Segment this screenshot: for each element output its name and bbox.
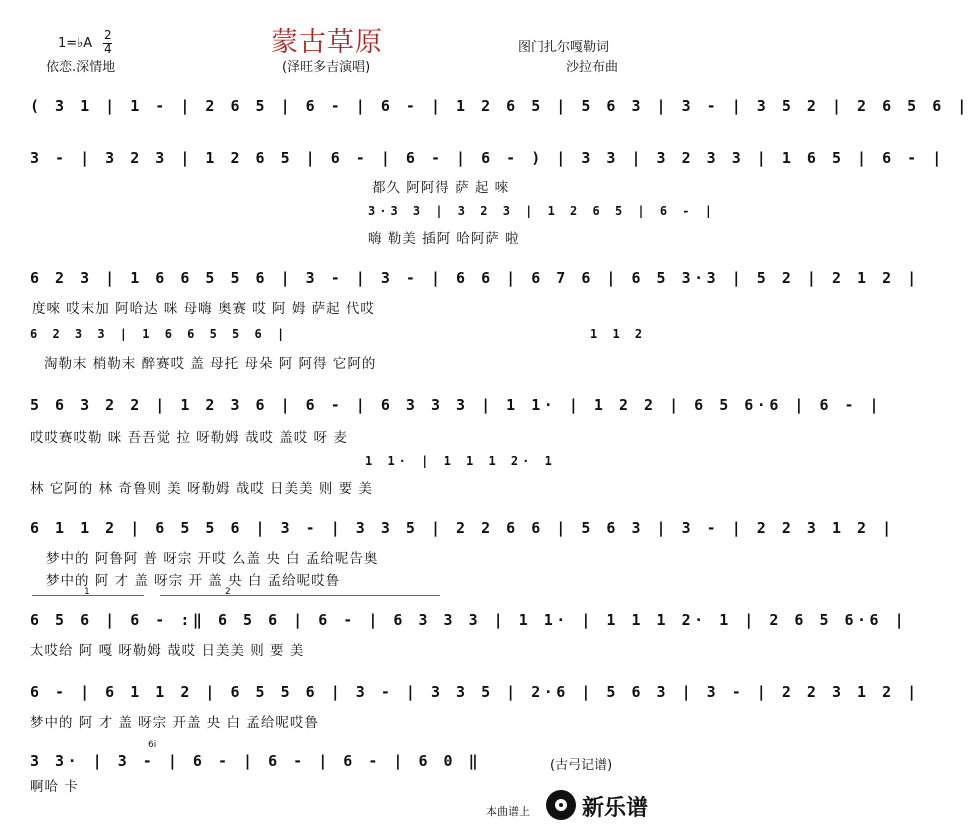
lyrics-row-5-verse-1: 梦中的 阿鲁阿 普 呀宗 开哎 么盖 央 白 孟给呢告奥 (46, 551, 379, 567)
transcriber-note: (古弓记谱) (550, 758, 613, 773)
lyrics-row-6: 太哎给 阿 嘎 呀勒姆 哉哎 日美美 则 要 美 (30, 643, 305, 659)
site-brand[interactable]: 新乐谱 (582, 796, 649, 821)
music-disc-icon (546, 790, 576, 820)
lyricist-credit: 图门扎尔嘎勒词 (518, 40, 610, 55)
lyrics-row-2-verse-2: 嗨 勒美 插阿 哈阿萨 啦 (368, 231, 520, 247)
lyrics-row-8: 啊哈 卡 (30, 779, 79, 795)
notation-row-1: ( 3 1 | 1 - | 2 6 5 | 6 - | 6 - | 1 2 6 5 | 5 6 3 | 3 - | 3 5 2 | 2 6 5 6 | (30, 97, 970, 115)
song-title: 蒙古草原 (271, 27, 383, 58)
notation-row-6: 6 5 6 | 6 - :‖ 6 5 6 | 6 - | 6 3 3 3 | 1 1· | 1 1 1 2· 1 | 2 6 5 6·6 | (30, 611, 908, 629)
lyrics-row-2-verse-1: 都久 阿阿得 萨 起 唻 (372, 180, 510, 196)
notation-row-7: 6 - | 6 1 1 2 | 6 5 5 6 | 3 - | 3 3 5 | 2·6 | 5 6 3 | 3 - | 2 2 3 1 2 | (30, 683, 920, 701)
lyrics-row-7: 梦中的 阿 才 盖 呀宗 开盖 央 白 孟给呢哎鲁 (30, 715, 319, 731)
notation-row-5: 6 1 1 2 | 6 5 5 6 | 3 - | 3 3 5 | 2 2 6 6 | 5 6 3 | 3 - | 2 2 3 1 2 | (30, 519, 895, 537)
notation-row-3: 6 2 3 | 1 6 6 5 5 6 | 3 - | 3 - | 6 6 | 6 7 6 | 6 5 3·3 | 5 2 | 2 1 2 | (30, 269, 920, 287)
notation-row-4: 5 6 3 2 2 | 1 2 3 6 | 6 - | 6 3 3 3 | 1 1· | 1 2 2 | 6 5 6·6 | 6 - | (30, 396, 883, 414)
volta-2-bracket (160, 595, 440, 596)
lyrics-row-4-verse-2: 林 它阿的 林 奇鲁则 美 呀勒姆 哉哎 日美美 则 要 美 (30, 481, 373, 497)
singer-credit: (泽旺多吉演唱) (282, 60, 371, 75)
lyrics-row-5-verse-2: 梦中的 阿 才 盖 呀宗 开 盖 央 白 孟给呢哎鲁 (46, 573, 341, 589)
expression-marking: 依恋.深情地 (46, 60, 116, 75)
notation-row-4-alt: 1 1· | 1 1 1 2· 1 (365, 454, 556, 468)
notation-row-3-alt-end: 1 1 2 (590, 327, 647, 341)
volta-2-label: 2 (225, 587, 231, 597)
notation-row-2-alt: 3·3 3 | 3 2 3 | 1 2 6 5 | 6 - | (368, 204, 716, 218)
key-signature: 1=♭A (58, 36, 93, 51)
footer-prefix: 本曲谱上 (486, 805, 530, 818)
notation-row-3-alt: 6 2 3 3 | 1 6 6 5 5 6 | (30, 327, 289, 341)
composer-credit: 沙拉布曲 (566, 60, 619, 75)
lyrics-row-3-verse-2: 淘勒末 梢勒末 醉赛哎 盖 母托 母朵 阿 阿得 它阿的 (44, 356, 377, 372)
time-signature-top: 2 (104, 28, 112, 42)
time-signature-bottom: 4 (104, 42, 112, 56)
notation-row-2: 3 - | 3 2 3 | 1 2 6 5 | 6 - | 6 - | 6 - ) | 3 3 | 3 2 3 3 | 1 6 5 | 6 - | (30, 149, 945, 167)
grace-note: 6i (148, 740, 157, 750)
volta-1-label: 1 (84, 587, 90, 597)
notation-row-8: 3 3· | 3 - | 6 - | 6 - | 6 - | 6 0 ‖ (30, 752, 482, 770)
lyrics-row-3-verse-1: 度唻 哎末加 阿哈达 咪 母嗨 奥赛 哎 阿 姆 萨起 代哎 (32, 301, 375, 317)
lyrics-row-4-verse-1: 哎哎赛哎勒 咪 吾吾觉 拉 呀勒姆 哉哎 盖哎 呀 麦 (30, 430, 348, 446)
